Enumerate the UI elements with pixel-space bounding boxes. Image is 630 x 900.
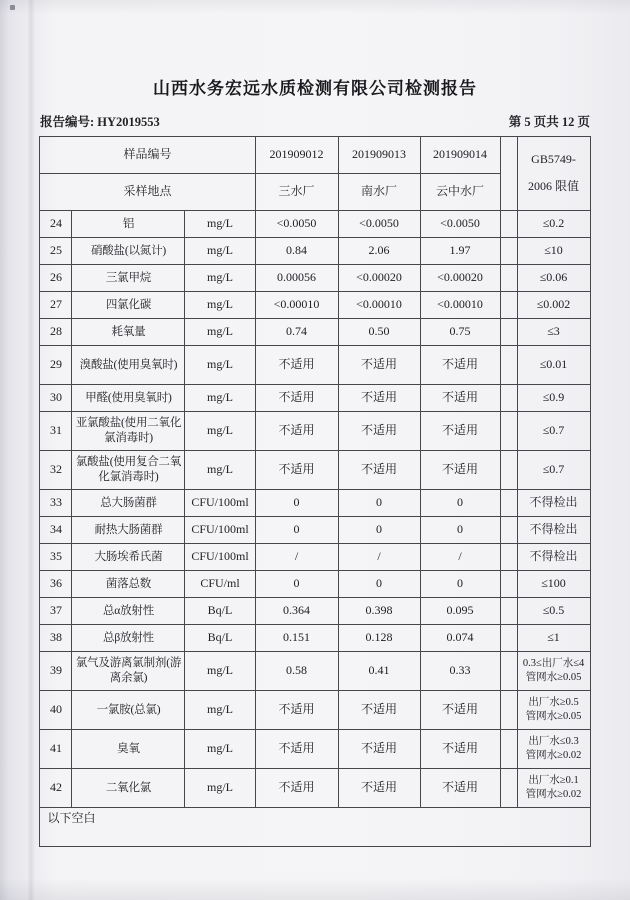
location-2: 南水厂 <box>338 174 420 211</box>
parameter-name: 四氯化碳 <box>72 292 185 319</box>
unit-cell: mg/L <box>185 238 255 265</box>
row-number: 32 <box>40 451 72 490</box>
value-cell-plant1: 0 <box>255 517 338 544</box>
table-row <box>40 571 590 598</box>
gap-cell <box>500 652 517 691</box>
parameter-name: 三氯甲烷 <box>72 265 185 292</box>
value-cell-plant2: 不适用 <box>338 730 420 769</box>
value-cell-plant3: 不适用 <box>420 346 500 385</box>
table-row <box>40 625 590 652</box>
page-indicator: 第 5 页共 12 页 <box>508 115 590 129</box>
unit-cell: Bq/L <box>185 598 255 625</box>
gap-column <box>500 137 517 211</box>
footer-note: 以下空白 <box>40 808 590 847</box>
sample-id-1: 201909012 <box>255 137 338 174</box>
page-title: 山西水务宏远水质检测有限公司检测报告 <box>153 79 477 98</box>
value-cell-plant3: 不适用 <box>420 451 500 490</box>
gap-cell <box>500 451 517 490</box>
value-cell-plant2: 0.398 <box>338 598 420 625</box>
row-number: 29 <box>40 346 72 385</box>
value-cell-plant3: 不适用 <box>420 691 500 730</box>
sample-id-2: 201909013 <box>338 137 420 174</box>
limit-cell: ≤0.002 <box>517 292 590 319</box>
parameter-name: 二氧化氯 <box>72 769 185 808</box>
row-number: 27 <box>40 292 72 319</box>
limit-cell: 不得检出 <box>517 490 590 517</box>
value-cell-plant1: 不适用 <box>255 691 338 730</box>
row-number: 42 <box>40 769 72 808</box>
value-cell-plant2: 不适用 <box>338 412 420 451</box>
limit-line1: 0.3≤出厂水≤4 <box>522 657 585 669</box>
unit-cell: mg/L <box>185 730 255 769</box>
table-row <box>40 730 590 769</box>
value-cell-plant2: 不适用 <box>338 769 420 808</box>
value-cell-plant2: / <box>338 544 420 571</box>
limit-line2: 管网水≥0.02 <box>525 750 582 761</box>
unit-cell: mg/L <box>185 211 255 238</box>
unit-cell: CFU/ml <box>185 571 255 598</box>
value-cell-plant1: 不适用 <box>255 769 338 808</box>
value-cell-plant2: 0.50 <box>338 319 420 346</box>
table-row <box>40 265 590 292</box>
value-cell-plant3: <0.00020 <box>420 265 500 292</box>
unit-cell: mg/L <box>185 691 255 730</box>
row-number: 40 <box>40 691 72 730</box>
value-cell-plant3: 0 <box>420 571 500 598</box>
parameter-name: 耗氧量 <box>72 319 185 346</box>
scan-fold-shadow <box>27 0 35 900</box>
limit-cell: ≤0.5 <box>517 598 590 625</box>
report-number: 报告编号: HY2019553 <box>40 115 160 129</box>
value-cell-plant3: 1.97 <box>420 238 500 265</box>
unit-cell: mg/L <box>185 292 255 319</box>
gap-cell <box>500 412 517 451</box>
parameter-name: 总α放射性 <box>72 598 185 625</box>
value-cell-plant3: 0.33 <box>420 652 500 691</box>
parameter-name: 总β放射性 <box>72 625 185 652</box>
row-number: 39 <box>40 652 72 691</box>
results-body <box>40 211 590 808</box>
table-row <box>40 385 590 412</box>
unit-cell: mg/L <box>185 346 255 385</box>
value-cell-plant1: 0.00056 <box>255 265 338 292</box>
limit-cell: ≤0.01 <box>517 346 590 385</box>
value-cell-plant1: <0.00010 <box>255 292 338 319</box>
gap-cell <box>500 265 517 292</box>
parameter-name: 铝 <box>72 211 185 238</box>
value-cell-plant2: <0.0050 <box>338 211 420 238</box>
row-number: 26 <box>40 265 72 292</box>
parameter-name: 硝酸盐(以氮计) <box>72 238 185 265</box>
unit-cell: mg/L <box>185 769 255 808</box>
value-cell-plant1: 0.58 <box>255 652 338 691</box>
table-row <box>40 346 590 385</box>
value-cell-plant3: 0 <box>420 490 500 517</box>
row-number: 25 <box>40 238 72 265</box>
table-row <box>40 517 590 544</box>
parameter-name: 亚氯酸盐(使用二氧化氯消毒时) <box>72 412 185 451</box>
gap-cell <box>500 292 517 319</box>
gap-cell <box>500 544 517 571</box>
unit-cell: mg/L <box>185 385 255 412</box>
value-cell-plant2: 0 <box>338 490 420 517</box>
sample-no-label: 样品编号 <box>40 137 255 174</box>
blank-footer-row <box>40 808 590 847</box>
value-cell-plant1: 0.84 <box>255 238 338 265</box>
parameter-name: 耐热大肠菌群 <box>72 517 185 544</box>
row-number: 36 <box>40 571 72 598</box>
value-cell-plant2: 0 <box>338 571 420 598</box>
gap-cell <box>500 598 517 625</box>
sample-location-label: 采样地点 <box>40 174 255 211</box>
parameter-name: 臭氧 <box>72 730 185 769</box>
value-cell-plant3: 0.095 <box>420 598 500 625</box>
value-cell-plant1: 0 <box>255 490 338 517</box>
unit-cell: mg/L <box>185 412 255 451</box>
limit-cell: ≤0.7 <box>517 412 590 451</box>
row-number: 37 <box>40 598 72 625</box>
value-cell-plant3: <0.00010 <box>420 292 500 319</box>
gap-cell <box>500 490 517 517</box>
unit-cell: mg/L <box>185 652 255 691</box>
limit-cell <box>517 652 590 691</box>
table-row <box>40 691 590 730</box>
results-footer <box>40 808 590 847</box>
value-cell-plant3: / <box>420 544 500 571</box>
gap-cell <box>500 385 517 412</box>
gap-cell <box>500 238 517 265</box>
location-1: 三水厂 <box>255 174 338 211</box>
parameter-name: 菌落总数 <box>72 571 185 598</box>
table-row <box>40 451 590 490</box>
value-cell-plant3: 0.074 <box>420 625 500 652</box>
table-row <box>40 598 590 625</box>
value-cell-plant3: 不适用 <box>420 385 500 412</box>
limit-line2: 管网水≥0.05 <box>525 711 582 722</box>
table-row <box>40 292 590 319</box>
limit-cell <box>517 730 590 769</box>
limit-cell: ≤0.9 <box>517 385 590 412</box>
gap-cell <box>500 730 517 769</box>
limit-cell <box>517 769 590 808</box>
value-cell-plant1: 0.364 <box>255 598 338 625</box>
table-row <box>40 490 590 517</box>
value-cell-plant2: 不适用 <box>338 691 420 730</box>
value-cell-plant2: 2.06 <box>338 238 420 265</box>
limit-column-header <box>517 137 590 211</box>
value-cell-plant1: / <box>255 544 338 571</box>
value-cell-plant1: <0.0050 <box>255 211 338 238</box>
row-number: 31 <box>40 412 72 451</box>
row-number: 24 <box>40 211 72 238</box>
value-cell-plant1: 不适用 <box>255 412 338 451</box>
limit-cell: ≤0.7 <box>517 451 590 490</box>
unit-cell: mg/L <box>185 319 255 346</box>
value-cell-plant2: 0.128 <box>338 625 420 652</box>
value-cell-plant1: 不适用 <box>255 346 338 385</box>
gap-cell <box>500 517 517 544</box>
table-row <box>40 769 590 808</box>
limit-cell: ≤1 <box>517 625 590 652</box>
limit-header-line1: GB5749- <box>531 152 576 167</box>
sample-id-3: 201909014 <box>420 137 500 174</box>
row-number: 28 <box>40 319 72 346</box>
limit-cell: 不得检出 <box>517 544 590 571</box>
value-cell-plant1: 0.151 <box>255 625 338 652</box>
limit-cell: ≤3 <box>517 319 590 346</box>
table-row <box>40 319 590 346</box>
limit-line1: 出厂水≥0.5 <box>528 696 579 708</box>
limit-line1: 出厂水≥0.1 <box>528 774 579 786</box>
row-number: 30 <box>40 385 72 412</box>
limit-line2: 管网水≥0.05 <box>525 672 582 683</box>
value-cell-plant2: <0.00020 <box>338 265 420 292</box>
value-cell-plant1: 不适用 <box>255 385 338 412</box>
gap-cell <box>500 769 517 808</box>
gap-cell <box>500 691 517 730</box>
limit-cell: ≤10 <box>517 238 590 265</box>
gap-cell <box>500 346 517 385</box>
row-number: 34 <box>40 517 72 544</box>
table-row <box>40 211 590 238</box>
value-cell-plant3: 不适用 <box>420 730 500 769</box>
parameter-name: 总大肠菌群 <box>72 490 185 517</box>
value-cell-plant2: 0 <box>338 517 420 544</box>
value-cell-plant1: 0.74 <box>255 319 338 346</box>
value-cell-plant3: 不适用 <box>420 769 500 808</box>
unit-cell: mg/L <box>185 451 255 490</box>
gap-cell <box>500 571 517 598</box>
row-number: 38 <box>40 625 72 652</box>
limit-cell: ≤100 <box>517 571 590 598</box>
value-cell-plant1: 不适用 <box>255 451 338 490</box>
meta-row <box>40 112 590 130</box>
value-cell-plant1: 0 <box>255 571 338 598</box>
unit-cell: Bq/L <box>185 625 255 652</box>
value-cell-plant2: <0.00010 <box>338 292 420 319</box>
row-number: 35 <box>40 544 72 571</box>
row-number: 41 <box>40 730 72 769</box>
value-cell-plant3: <0.0050 <box>420 211 500 238</box>
value-cell-plant1: 不适用 <box>255 730 338 769</box>
unit-cell: CFU/100ml <box>185 544 255 571</box>
value-cell-plant3: 0 <box>420 517 500 544</box>
parameter-name: 一氯胺(总氯) <box>72 691 185 730</box>
limit-cell: 不得检出 <box>517 517 590 544</box>
header-row-sample-ids <box>40 137 590 174</box>
value-cell-plant2: 0.41 <box>338 652 420 691</box>
limit-line1: 出厂水≤0.3 <box>528 735 579 747</box>
parameter-name: 甲醛(使用臭氧时) <box>72 385 185 412</box>
row-number: 33 <box>40 490 72 517</box>
table-row <box>40 412 590 451</box>
location-3: 云中水厂 <box>420 174 500 211</box>
value-cell-plant3: 不适用 <box>420 412 500 451</box>
limit-cell: ≤0.2 <box>517 211 590 238</box>
unit-cell: CFU/100ml <box>185 490 255 517</box>
limit-line2: 管网水≥0.02 <box>525 789 582 800</box>
unit-cell: CFU/100ml <box>185 517 255 544</box>
gap-cell <box>500 319 517 346</box>
limit-header-line2: 2006 限值 <box>528 179 580 194</box>
parameter-name: 溴酸盐(使用臭氧时) <box>72 346 185 385</box>
value-cell-plant2: 不适用 <box>338 451 420 490</box>
table-row <box>40 544 590 571</box>
table-row <box>40 238 590 265</box>
value-cell-plant2: 不适用 <box>338 385 420 412</box>
limit-cell <box>517 691 590 730</box>
gap-cell <box>500 211 517 238</box>
unit-cell: mg/L <box>185 265 255 292</box>
gap-cell <box>500 625 517 652</box>
parameter-name: 大肠埃希氏菌 <box>72 544 185 571</box>
value-cell-plant3: 0.75 <box>420 319 500 346</box>
value-cell-plant2: 不适用 <box>338 346 420 385</box>
scan-artifact-speck <box>10 5 15 10</box>
parameter-name: 氯气及游离氯制剂(游离余氯) <box>72 652 185 691</box>
limit-cell: ≤0.06 <box>517 265 590 292</box>
table-row <box>40 652 590 691</box>
parameter-name: 氯酸盐(使用复合二氧化氯消毒时) <box>72 451 185 490</box>
results-table <box>39 136 590 847</box>
